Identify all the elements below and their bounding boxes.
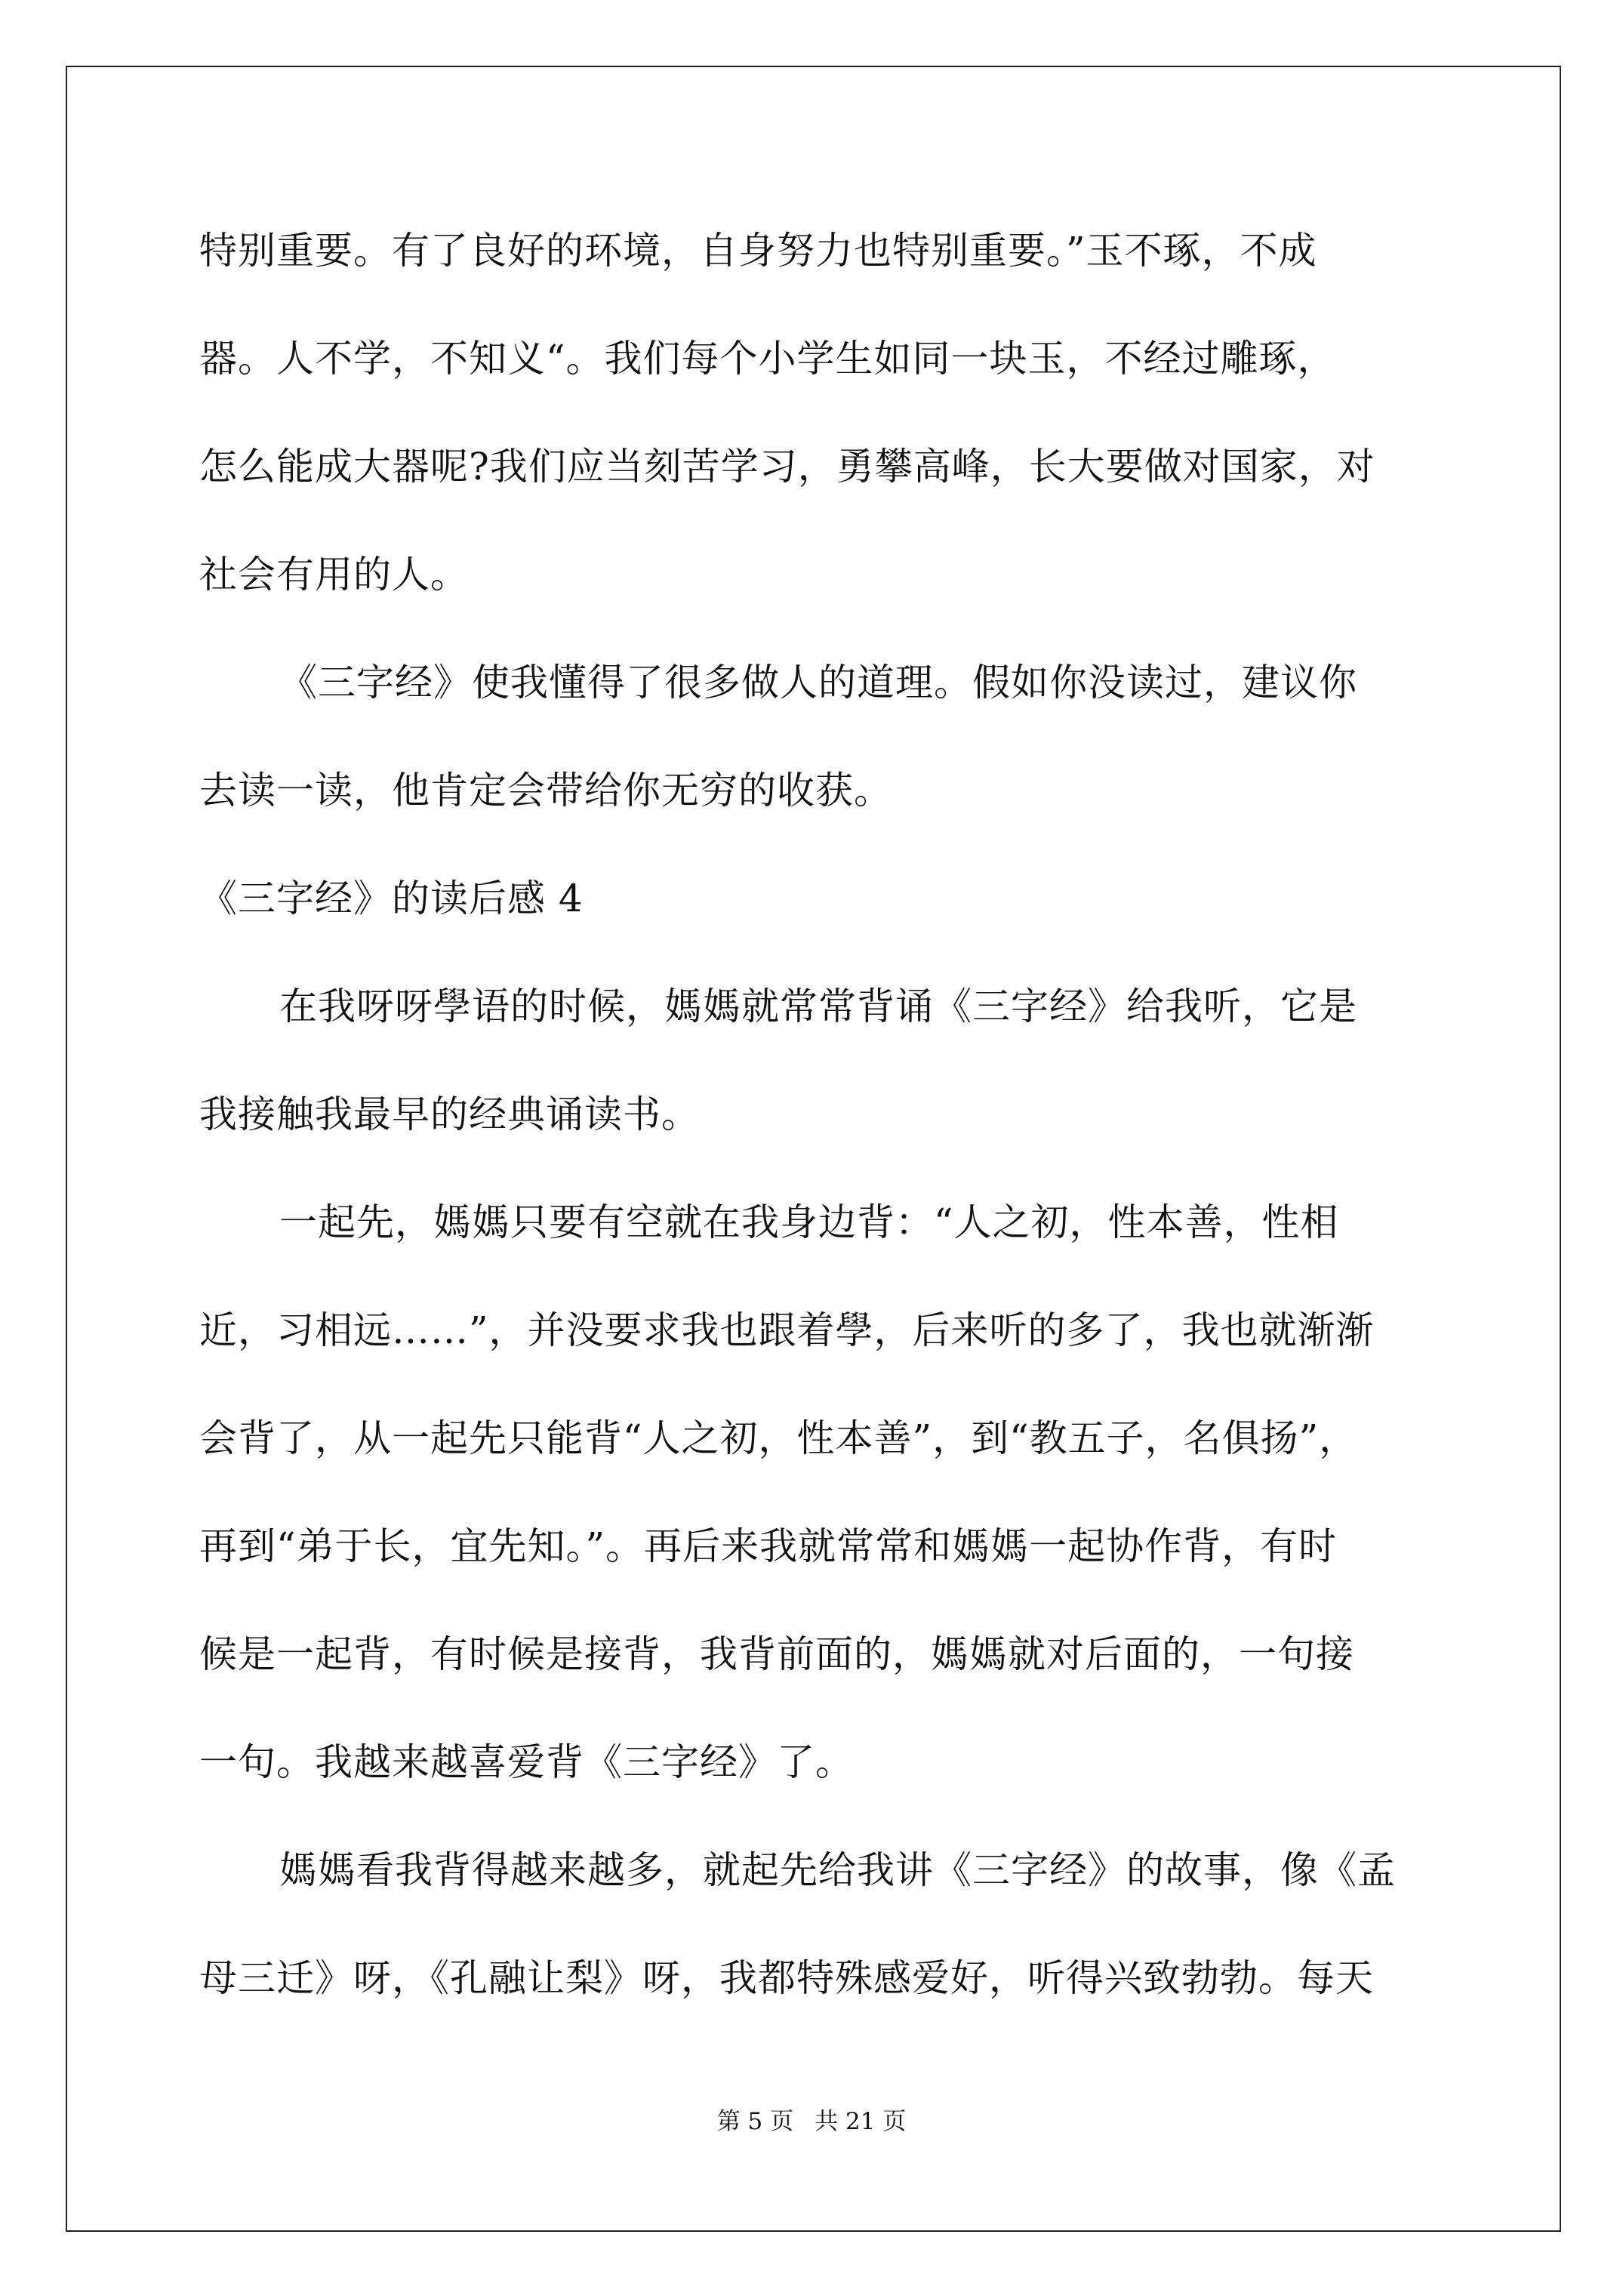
text-line-5: 《三字经》使我懂得了很多做人的道理。假如你没读过，建议你 [279,661,1357,704]
page-frame [66,66,1561,2232]
text-line-8: 在我呀呀學语的时候，媽媽就常常背诵《三字经》给我听，它是 [279,985,1357,1028]
text-line-2: 器。人不学，不知义“。我们每个小学生如同一块玉，不经过雕琢， [199,337,1336,381]
text-line-16: 媽媽看我背得越来越多，就起先给我讲《三字经》的故事，像《孟 [279,1848,1396,1892]
text-line-6: 去读一读，他肯定会带给你无穷的收获。 [199,769,892,812]
text-line-4: 社会有用的人。 [199,553,469,596]
text-line-13: 再到“弟于长，宜先知。”。再后来我就常常和媽媽一起协作背，有时 [199,1524,1338,1568]
page-footer [0,2106,1623,2137]
text-line-1: 特别重要。有了良好的环境，自身努力也特别重要。”玉不琢，不成 [199,229,1317,273]
section-heading: 《三字经》的读后感 4 [199,877,584,920]
text-line-14: 候是一起背，有时候是接背，我背前面的，媽媽就对后面的，一句接 [199,1632,1354,1676]
text-line-10: 一起先，媽媽只要有空就在我身边背：“人之初，性本善，性相 [279,1200,1339,1244]
text-line-9: 我接触我最早的经典诵读书。 [199,1093,700,1136]
text-line-12: 会背了，从一起先只能背“人之初，性本善”，到“教五子，名俱扬”， [199,1416,1358,1460]
page-total: 共 21 页 [815,2108,907,2135]
page-number: 第 5 页 [716,2108,794,2135]
text-line-11: 近，习相远……”，并没要求我也跟着學，后来听的多了，我也就渐渐 [199,1308,1375,1352]
text-line-3: 怎么能成大器呢?我们应当刻苦学习，勇攀高峰，长大要做对国家，对 [199,445,1375,488]
text-line-15: 一句。我越来越喜爱背《三字经》了。 [199,1740,854,1784]
text-line-17: 母三迁》呀，《孔融让梨》呀，我都特殊感爱好，听得兴致勃勃。每天 [199,1956,1374,2000]
